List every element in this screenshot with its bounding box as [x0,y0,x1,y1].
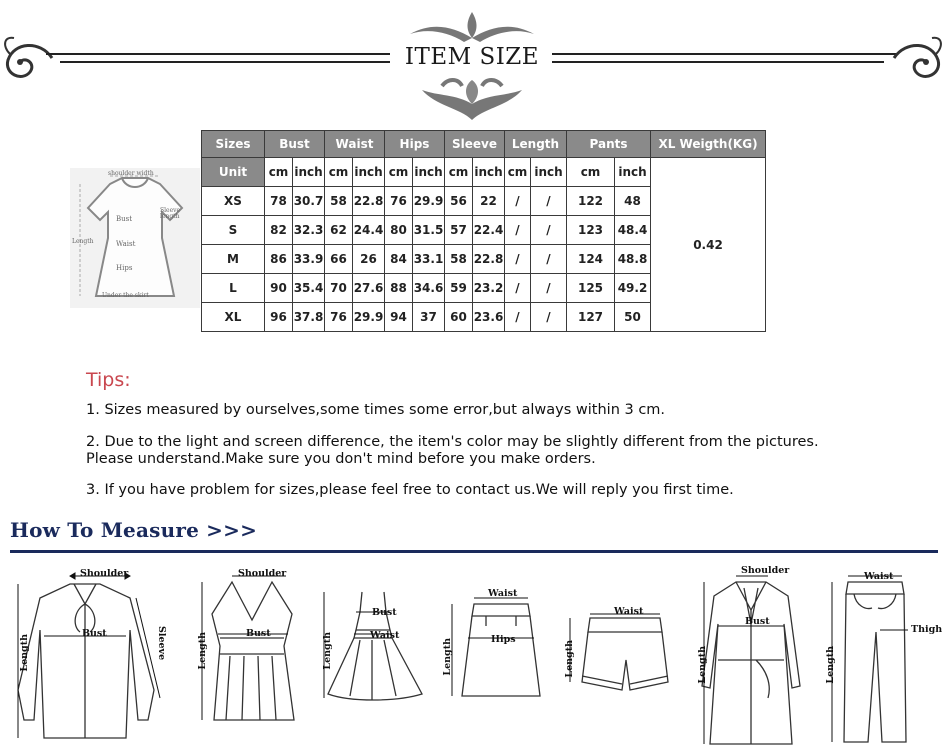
unit-label: Unit [202,158,265,187]
value-cell: 33.9 [293,245,325,274]
diagram-waist-label: Waist [116,240,136,248]
tip-2: 2. Due to the light and screen difference, the item's color may be slightly different from the pictures. [86,434,819,450]
how-to-measure-title: How To Measure >>> [10,518,258,542]
value-cell: 90 [265,274,293,303]
value-cell: / [505,216,531,245]
value-cell: / [505,274,531,303]
value-cell: / [531,274,567,303]
header-rule-right-bottom [552,61,884,63]
value-cell: 49.2 [615,274,651,303]
tank-dress-illustration-icon [196,574,306,724]
skirt-length-label: Length [442,638,453,676]
section-divider [10,550,938,553]
coat-shoulder-label: Shoulder [741,565,790,576]
skirt-waist-label: Waist [488,588,518,599]
value-cell: 58 [445,245,473,274]
value-cell: 48.4 [615,216,651,245]
value-cell: 124 [567,245,615,274]
value-cell: / [505,187,531,216]
blouse-bust-label: Bust [82,628,107,639]
value-cell: 88 [385,274,413,303]
tank-bust-label: Bust [246,628,271,639]
tip-3: 3. If you have problem for sizes,please feel free to contact us.We will reply you first time. [86,482,734,498]
pants-length-label: Length [825,646,836,684]
tips-title: Tips: [86,369,131,391]
value-cell: 82 [265,216,293,245]
value-cell: 76 [385,187,413,216]
right-flourish-icon [886,30,944,90]
blouse-shoulder-label: Shoulder [80,568,129,579]
unit-cell: inch [353,158,385,187]
value-cell: 27.6 [353,274,385,303]
col-header-hips: Hips [385,131,445,158]
value-cell: 80 [385,216,413,245]
unit-cell: cm [505,158,531,187]
diagram-length-label: Length [72,238,94,245]
page-title: ITEM SIZE [404,44,540,70]
unit-cell: cm [385,158,413,187]
value-cell: 78 [265,187,293,216]
value-cell: / [505,245,531,274]
value-cell: / [531,216,567,245]
shorts-illustration-icon [562,612,672,702]
value-cell: 59 [445,274,473,303]
value-cell: 84 [385,245,413,274]
value-cell: 122 [567,187,615,216]
unit-cell: cm [325,158,353,187]
value-cell: 29.9 [353,303,385,332]
value-cell: 76 [325,303,353,332]
value-cell: 29.9 [413,187,445,216]
header-rule-left-bottom [60,61,390,63]
value-cell: / [531,187,567,216]
bottom-ornament-icon [412,68,532,124]
shorts-waist-label: Waist [614,606,644,617]
value-cell: 86 [265,245,293,274]
unit-cell: cm [445,158,473,187]
unit-cell: cm [265,158,293,187]
col-header-sizes: Sizes [202,131,265,158]
value-cell: / [531,245,567,274]
size-cell: L [202,274,265,303]
tip-2-continued: Please understand.Make sure you don't mind before you make orders. [86,451,596,467]
size-cell: XL [202,303,265,332]
value-cell: 57 [445,216,473,245]
skater-dress-illustration-icon [320,586,430,706]
value-cell: 24.4 [353,216,385,245]
value-cell: 31.5 [413,216,445,245]
skater-length-label: Length [322,632,333,670]
coat-bust-label: Bust [745,616,770,627]
value-cell: 50 [615,303,651,332]
diagram-under-skirt-label: Under the skirt [102,292,149,299]
pants-thigh-label: Thigh [911,624,943,635]
unit-cell: cm [567,158,615,187]
tip-1: 1. Sizes measured by ourselves,some times some error,but always within 3 cm. [86,402,666,418]
coat-length-label: Length [697,646,708,684]
value-cell: 60 [445,303,473,332]
pants-waist-label: Waist [864,571,894,582]
unit-cell: inch [531,158,567,187]
value-cell: 37.8 [293,303,325,332]
value-cell: 58 [325,187,353,216]
value-cell: 123 [567,216,615,245]
col-header-sleeve: Sleeve [445,131,505,158]
diagram-shoulder-label: shoulder width [108,170,154,177]
value-cell: 32.3 [293,216,325,245]
col-header-waist: Waist [325,131,385,158]
col-header-bust: Bust [265,131,325,158]
coat-illustration-icon [696,574,806,749]
size-cell: M [202,245,265,274]
diagram-hips-label: Hips [116,264,133,272]
value-cell: 22.8 [353,187,385,216]
value-cell: 22.4 [473,216,505,245]
value-cell: / [505,303,531,332]
col-header-pants: Pants [567,131,651,158]
value-cell: 22.8 [473,245,505,274]
unit-cell: inch [293,158,325,187]
unit-cell: inch [615,158,651,187]
tank-shoulder-label: Shoulder [238,568,287,579]
skirt-illustration-icon [440,596,550,706]
value-cell: 127 [567,303,615,332]
unit-row [202,158,766,187]
value-cell: 22 [473,187,505,216]
col-header-xl-weight: XL Weigth(KG) [651,131,766,158]
value-cell: 62 [325,216,353,245]
value-cell: 48 [615,187,651,216]
diagram-bust-label: Bust [116,215,133,223]
value-cell: 70 [325,274,353,303]
value-cell: 23.6 [473,303,505,332]
blouse-illustration-icon [14,570,174,740]
size-table [201,130,766,332]
left-flourish-icon [0,30,60,90]
tank-length-label: Length [197,632,208,670]
crown-ornament-icon [402,8,542,48]
value-cell: 37 [413,303,445,332]
value-cell: 48.8 [615,245,651,274]
pants-illustration-icon [824,572,924,747]
value-cell: 56 [445,187,473,216]
value-cell: 26 [353,245,385,274]
value-cell: 30.7 [293,187,325,216]
skater-waist-label: Waist [370,630,400,641]
value-cell: 35.4 [293,274,325,303]
col-header-length: Length [505,131,567,158]
value-cell: 34.6 [413,274,445,303]
value-cell: 96 [265,303,293,332]
value-cell: 33.1 [413,245,445,274]
value-cell: 125 [567,274,615,303]
table-header-row [202,131,766,158]
unit-cell: inch [473,158,505,187]
value-cell: 94 [385,303,413,332]
value-cell: / [531,303,567,332]
diagram-sleeve-label: Sleeve length [160,207,181,220]
size-cell: XS [202,187,265,216]
skater-bust-label: Bust [372,607,397,618]
shorts-length-label: Length [564,640,575,678]
xl-weight-value: 0.42 [651,158,766,332]
value-cell: 23.2 [473,274,505,303]
skirt-hips-label: Hips [491,634,516,645]
blouse-length-label: Length [19,634,30,672]
header-rule-right-top [552,53,898,55]
value-cell: 66 [325,245,353,274]
size-cell: S [202,216,265,245]
header-rule-left-top [46,53,390,55]
blouse-sleeve-label: Sleeve [156,626,167,661]
unit-cell: inch [413,158,445,187]
